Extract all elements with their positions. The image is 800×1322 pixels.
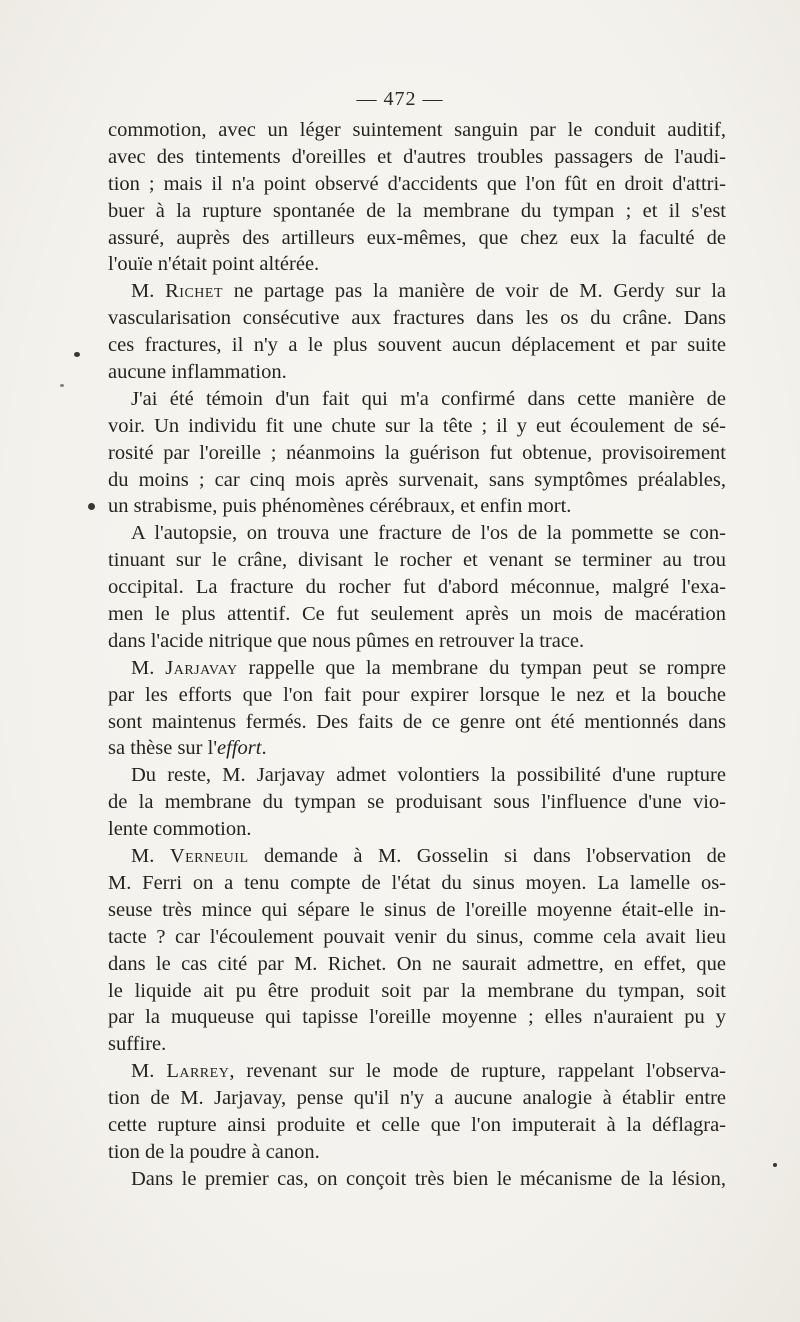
line-text: seuse très mince qui sépare le sinus de l'oreille moyenne était-elle in- xyxy=(108,898,726,921)
line-text: lente commotion. xyxy=(108,818,252,841)
line-text: occipital. La fracture du rocher fut d'abord méconnue, malgré l'exa- xyxy=(108,576,726,599)
text-line xyxy=(108,762,726,789)
line-text: demande à M. Gosselin si dans l'observation de xyxy=(248,845,726,868)
speaker-name: Larrey xyxy=(166,1060,230,1083)
text-line xyxy=(108,440,726,467)
ink-speck xyxy=(773,1163,777,1167)
line-text: Du reste, M. Jarjavay admet volontiers la possibilité d'une rupture xyxy=(131,764,726,787)
line-text: tacte ? car l'écoulement pouvait venir du sinus, comme cela avait lieu xyxy=(108,925,726,948)
line-text: buer à la rupture spontanée de la membrane du tympan ; et il s'est xyxy=(108,199,726,222)
line-text: tion ; mais il n'a point observé d'accidents que l'on fût en droit d'attri- xyxy=(108,172,726,195)
text-line xyxy=(108,278,726,305)
line-text: cette rupture ainsi produite et celle que l'on imputerait à la déflagra- xyxy=(108,1113,726,1136)
text-line xyxy=(108,870,726,897)
text-line xyxy=(108,1085,726,1112)
line-text: ne partage pas la manière de voir de M. Gerdy sur la xyxy=(223,280,726,303)
text-line xyxy=(108,359,726,386)
line-text: dans l'acide nitrique que nous pûmes en retrouver la trace. xyxy=(108,629,585,652)
line-text: rappelle que la membrane du tympan peut se rompre xyxy=(237,656,726,679)
line-text: tion de la poudre à canon. xyxy=(108,1140,320,1163)
line-text: avec des tintements d'oreilles et d'autres troubles passagers de l'audi- xyxy=(108,145,726,168)
text-line xyxy=(108,574,726,601)
italic-word: effort xyxy=(217,737,262,760)
text-line xyxy=(108,493,726,520)
line-text: vascularisation consécutive aux fractures dans les os du crâne. Dans xyxy=(108,307,726,330)
line-text: du moins ; car cinq mois après survenait, sans symptômes préalables, xyxy=(108,468,726,491)
text-line xyxy=(108,1031,726,1058)
line-text: voir. Un individu fit une chute sur la tête ; il y eut écoulement de sé- xyxy=(108,414,726,437)
text-line xyxy=(108,978,726,1005)
speaker-name: Verneuil xyxy=(169,845,249,868)
text-line xyxy=(108,520,726,547)
line-text: sont maintenus fermés. Des faits de ce genre ont été mentionnés dans xyxy=(108,710,726,733)
line-text: rosité par l'oreille ; néanmoins la guérison fut obtenue, provisoirement xyxy=(108,441,726,464)
text-line xyxy=(108,628,726,655)
line-text: sa thèse sur l' xyxy=(108,737,218,760)
line-text: le liquide ait pu être produit soit par la membrane du tympan, soit xyxy=(108,979,726,1002)
text-line xyxy=(108,1112,726,1139)
text-line xyxy=(108,789,726,816)
text-line xyxy=(108,251,726,278)
text-line xyxy=(108,305,726,332)
line-suffix: . xyxy=(261,737,267,760)
line-text: l'ouïe n'était point altérée. xyxy=(108,253,320,276)
line-text: par la muqueuse qui tapisse l'oreille moyenne ; elles n'auraient pu y xyxy=(108,1006,726,1029)
text-line xyxy=(108,735,726,762)
line-text: aucune inflammation. xyxy=(108,361,287,384)
line-text: A l'autopsie, on trouva une fracture de l'os de la pommette se con- xyxy=(131,522,726,545)
ink-speck xyxy=(74,352,80,357)
line-text: tion de M. Jarjavay, pense qu'il n'y a aucune analogie à établir entre xyxy=(108,1087,726,1110)
line-text: tinuant sur le crâne, divisant le rocher et venant se terminer au trou xyxy=(108,549,726,572)
text-line xyxy=(108,951,726,978)
text-line xyxy=(108,386,726,413)
text-line xyxy=(108,225,726,252)
text-line xyxy=(108,198,726,225)
line-text: suffire. xyxy=(108,1033,167,1056)
line-prefix: M. xyxy=(131,845,170,868)
text-line xyxy=(108,924,726,951)
text-line xyxy=(108,413,726,440)
line-text: , revenant sur le mode de rupture, rappelant l'observa- xyxy=(229,1060,726,1083)
text-line xyxy=(108,171,726,198)
line-text: un strabisme, puis phénomènes cérébraux, et enfin mort. xyxy=(108,495,572,518)
line-text: J'ai été témoin d'un fait qui m'a confirmé dans cette manière de xyxy=(131,387,726,410)
text-line xyxy=(108,1058,726,1085)
line-text: dans le cas cité par M. Richet. On ne saurait admettre, en effet, que xyxy=(108,952,726,975)
line-text: ces fractures, il n'y a le plus souvent aucun déplacement et par suite xyxy=(108,334,726,357)
line-prefix: M. xyxy=(131,280,166,303)
text-line xyxy=(108,897,726,924)
text-line xyxy=(108,655,726,682)
text-line xyxy=(108,1004,726,1031)
text-line xyxy=(108,144,726,171)
line-prefix: M. xyxy=(131,656,166,679)
line-text: par les efforts que l'on fait pour expirer lorsque le nez et la bouche xyxy=(108,683,726,706)
text-line xyxy=(108,332,726,359)
page-number: — 472 — xyxy=(356,88,444,110)
text-line xyxy=(108,843,726,870)
text-line xyxy=(108,1139,726,1166)
text-line xyxy=(108,601,726,628)
text-line xyxy=(108,467,726,494)
line-text: M. Ferri on a tenu compte de l'état du sinus moyen. La lamelle os- xyxy=(108,871,726,894)
line-text: assuré, auprès des artilleurs eux-mêmes, que chez eux la faculté de xyxy=(108,226,726,249)
line-text: men le plus attentif. Ce fut seulement après un mois de macération xyxy=(108,603,726,626)
page-body xyxy=(108,117,726,1193)
ink-speck xyxy=(88,503,95,510)
text-line xyxy=(108,1166,726,1193)
ink-speck xyxy=(60,384,64,387)
text-line xyxy=(108,117,726,144)
line-prefix: M. xyxy=(131,1060,167,1083)
text-line xyxy=(108,682,726,709)
speaker-name: Jarjavay xyxy=(165,656,238,679)
text-line xyxy=(108,547,726,574)
text-line xyxy=(108,816,726,843)
speaker-name: Richet xyxy=(165,280,223,303)
line-text: Dans le premier cas, on conçoit très bien le mécanisme de la lésion, xyxy=(131,1167,726,1190)
line-text: de la membrane du tympan se produisant sous l'influence d'une vio- xyxy=(108,791,726,814)
line-text: commotion, avec un léger suintement sanguin par le conduit auditif, xyxy=(108,119,726,141)
text-line xyxy=(108,709,726,736)
